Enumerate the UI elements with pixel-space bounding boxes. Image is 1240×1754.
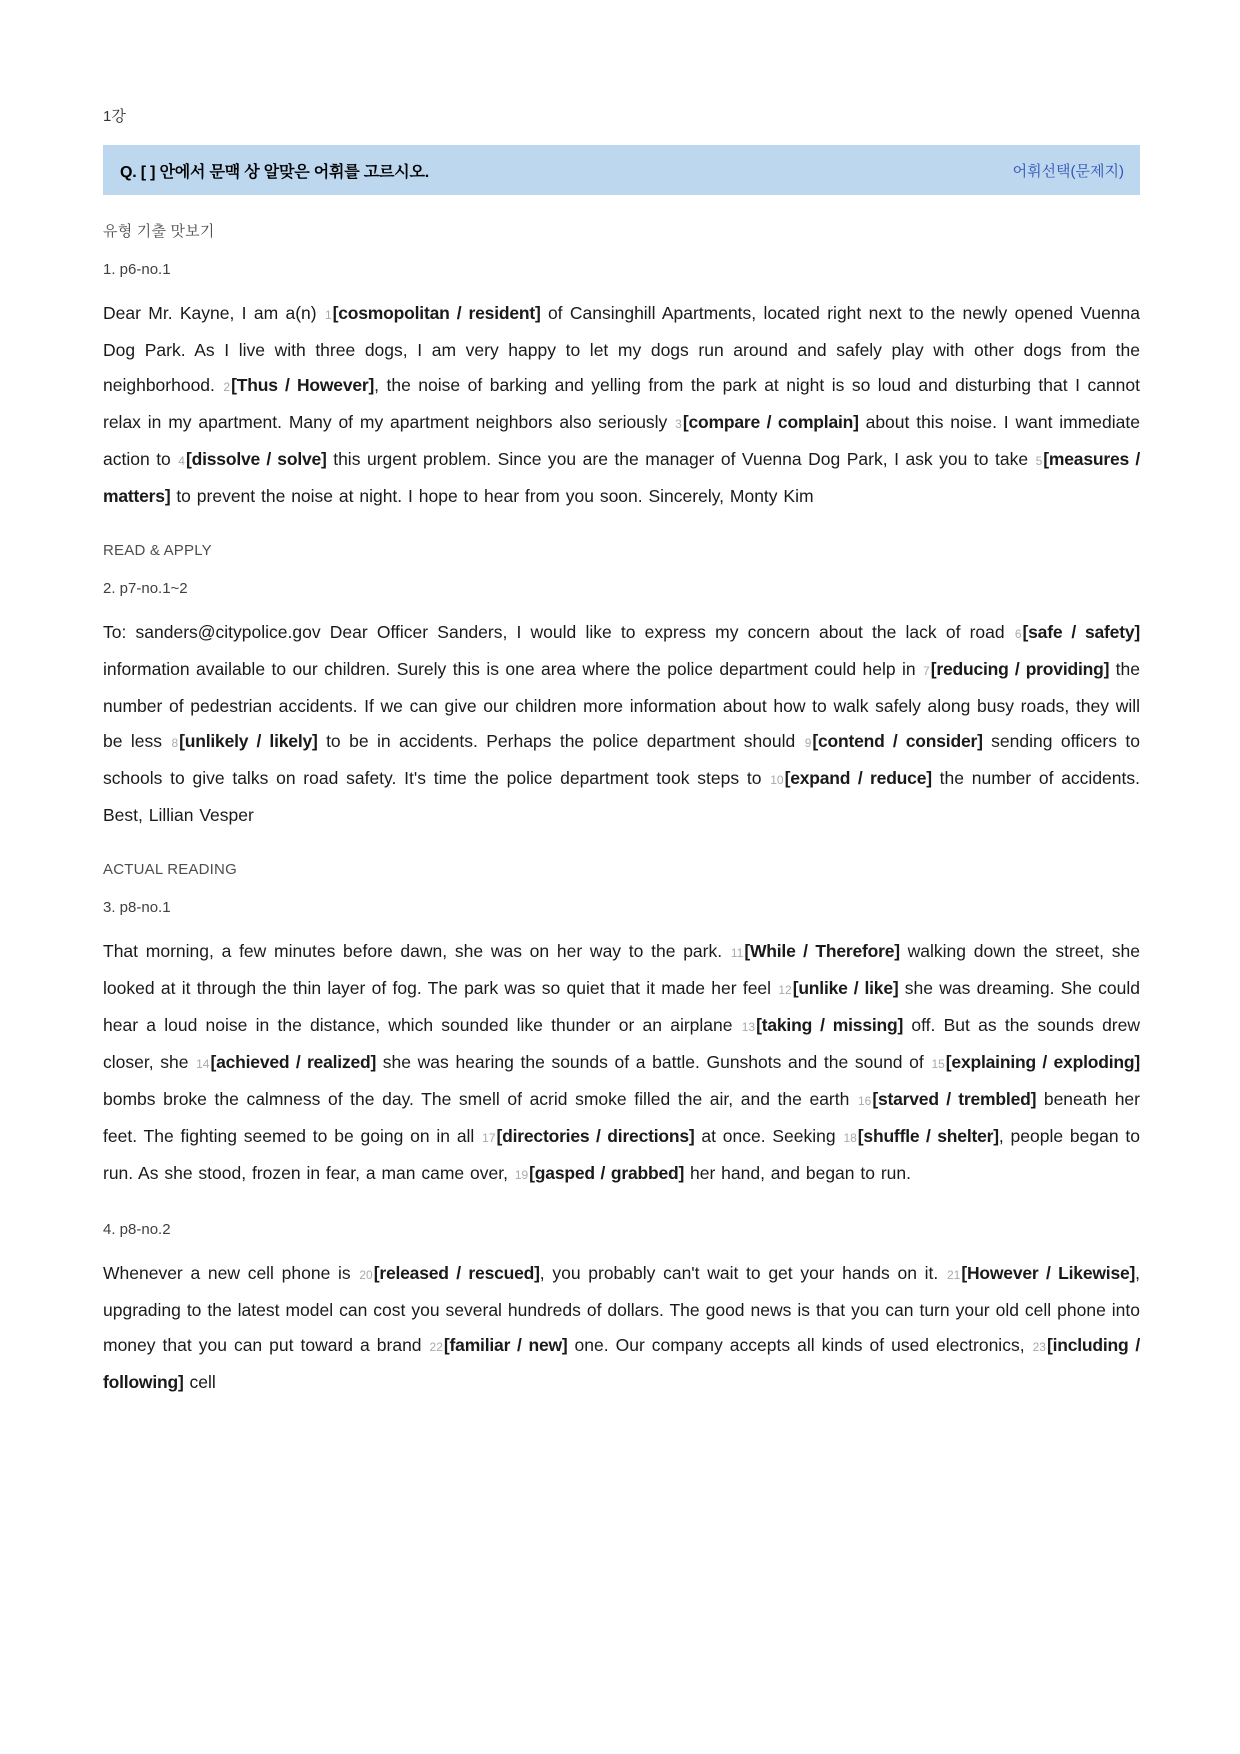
choice-bracket: [unlikely / likely] <box>179 731 318 751</box>
choice-bracket: [shuffle / shelter] <box>857 1126 999 1146</box>
choice-number: 12 <box>778 983 792 997</box>
choice-bracket: [While / Therefore] <box>744 941 900 961</box>
worksheet-section <box>103 860 1140 1400</box>
item-label: 4. p8-no.2 <box>103 1221 171 1238</box>
choice-number: 3 <box>675 417 682 431</box>
choice-bracket: [Thus / However] <box>231 375 375 395</box>
question-header-bar <box>103 145 1140 195</box>
choice-number: 8 <box>171 736 179 750</box>
choice-bracket: [familiar / new] <box>443 1335 568 1355</box>
section-heading: ACTUAL READING <box>103 861 237 878</box>
choice-bracket: [explaining / exploding] <box>945 1052 1140 1072</box>
choice-bracket: [achieved / realized] <box>210 1052 377 1072</box>
choice-number: 20 <box>359 1268 373 1282</box>
passage-paragraph: That morning, a few minutes before dawn, she was on her way to the park. 11[While / Therefore] walking down the street, she looked at it through the thin layer of fog. The park was so quiet that it made her feel 12[unlike / like] she was dreaming. She could hear a loud noise in the distance, which sounded like thunder or an airplane 13[taking / missing] off. But as the sounds drew closer, she 14[achieved / realized] she was hearing the sounds of a battle. Gunshots and the sound of 15[explaining / exploding] bombs broke the calmness of the day. The smell of acrid smoke filled the air, and the earth 16[starved / trembled] beneath her feet. The fighting seemed to be going on in all 17[directories / directions] at once. Seeking 18[shuffle / shelter], people began to run. As she stood, frozen in fear, a man came over, 19[gasped / grabbed] her hand, and began to run. <box>103 941 1141 1183</box>
worksheet-section <box>103 541 1140 833</box>
choice-number: 9 <box>804 736 812 750</box>
item-label: 3. p8-no.1 <box>103 899 171 916</box>
choice-number: 23 <box>1032 1340 1046 1354</box>
choice-bracket: [dissolve / solve] <box>185 449 327 469</box>
lesson-label: 1강 <box>103 108 126 125</box>
choice-bracket: [unlike / like] <box>792 978 899 998</box>
question-instruction: Q. [ ] 안에서 문맥 상 알맞은 어휘를 고르시오. <box>120 163 430 181</box>
choice-bracket: [cosmopolitan / resident] <box>332 303 541 323</box>
choice-bracket: [gasped / grabbed] <box>529 1163 685 1183</box>
choice-number: 19 <box>514 1168 529 1182</box>
passage-paragraph: To: sanders@citypolice.gov Dear Officer Sanders, I would like to express my concern about the lack of road 6[safe / safety] information available to our children. Surely this is one area where the police department could help in 7[reducing / providing] the number of pedestrian accidents. If we can give our children more information about how to walk safely along busy roads, they will be less 8[unlikely / likely] to be in accidents. Perhaps the police department should 9[contend / consider] sending officers to schools to give talks on road safety. It's time the police department took steps to 10[expand / reduce] the number of accidents. Best, Lillian Vesper <box>103 622 1140 825</box>
choice-number: 21 <box>946 1268 961 1282</box>
choice-number: 6 <box>1014 627 1022 641</box>
choice-number: 11 <box>730 946 744 960</box>
choice-bracket: [safe / safety] <box>1022 622 1140 642</box>
passage-paragraph: Whenever a new cell phone is 20[released / rescued], you probably can't wait to get your hands on it. 21[However / Likewise], upgrading to the latest model can cost you several hundreds of dollars. The good news is that you can turn your old cell phone into money that you can put toward a brand 22[familiar / new] one. Our company accepts all kinds of used electronics, 23[including / following] cell <box>103 1263 1141 1392</box>
choice-bracket: [However / Likewise] <box>961 1263 1136 1283</box>
choice-bracket: [including / following] <box>103 1335 1141 1392</box>
choice-number: 22 <box>429 1340 443 1354</box>
choice-number: 10 <box>770 773 784 787</box>
choice-bracket: [released / rescued] <box>373 1263 540 1283</box>
choice-number: 18 <box>843 1131 857 1145</box>
choice-bracket: [expand / reduce] <box>784 768 932 788</box>
choice-bracket: [contend / consider] <box>812 731 983 751</box>
worksheet-section <box>103 222 1140 514</box>
item-label: 1. p6-no.1 <box>103 261 171 278</box>
choice-number: 1 <box>324 308 332 322</box>
choice-number: 4 <box>178 454 185 468</box>
passage-paragraph: Dear Mr. Kayne, I am a(n) 1[cosmopolitan / resident] of Cansinghill Apartments, located right next to the newly opened Vuenna Dog Park. As I live with three dogs, I am very happy to let my dogs run around and safely play with other dogs from the neighborhood. 2[Thus / However], the noise of barking and yelling from the park at night is so loud and disturbing that I cannot relax in my apartment. Many of my apartment neighbors also seriously 3[compare / complain] about this noise. I want immediate action to 4[dissolve / solve] this urgent problem. Since you are the manager of Vuenna Dog Park, I ask you to take 5[measures / matters] to prevent the noise at night. I hope to hear from you soon. Sincerely, Monty Kim <box>103 303 1141 506</box>
question-type-tag: 어휘선택(문제지) <box>1012 162 1124 180</box>
choice-number: 17 <box>482 1131 496 1145</box>
choice-bracket: [directories / directions] <box>496 1126 695 1146</box>
choice-number: 2 <box>223 380 231 394</box>
choice-bracket: [starved / trembled] <box>872 1089 1037 1109</box>
choice-number: 15 <box>931 1057 945 1071</box>
choice-bracket: [taking / missing] <box>756 1015 904 1035</box>
section-heading: 유형 기출 맛보기 <box>103 223 215 240</box>
choice-number: 14 <box>196 1057 210 1071</box>
section-heading: READ & APPLY <box>103 542 212 559</box>
choice-number: 5 <box>1035 454 1043 468</box>
choice-bracket: [reducing / providing] <box>930 659 1110 679</box>
sections-root <box>103 222 1140 1400</box>
choice-bracket: [compare / complain] <box>682 412 859 432</box>
item-label: 2. p7-no.1~2 <box>103 580 188 597</box>
choice-bracket: [measures / matters] <box>103 449 1140 506</box>
choice-number: 16 <box>857 1094 872 1108</box>
choice-number: 13 <box>741 1020 756 1034</box>
choice-number: 7 <box>923 664 930 678</box>
